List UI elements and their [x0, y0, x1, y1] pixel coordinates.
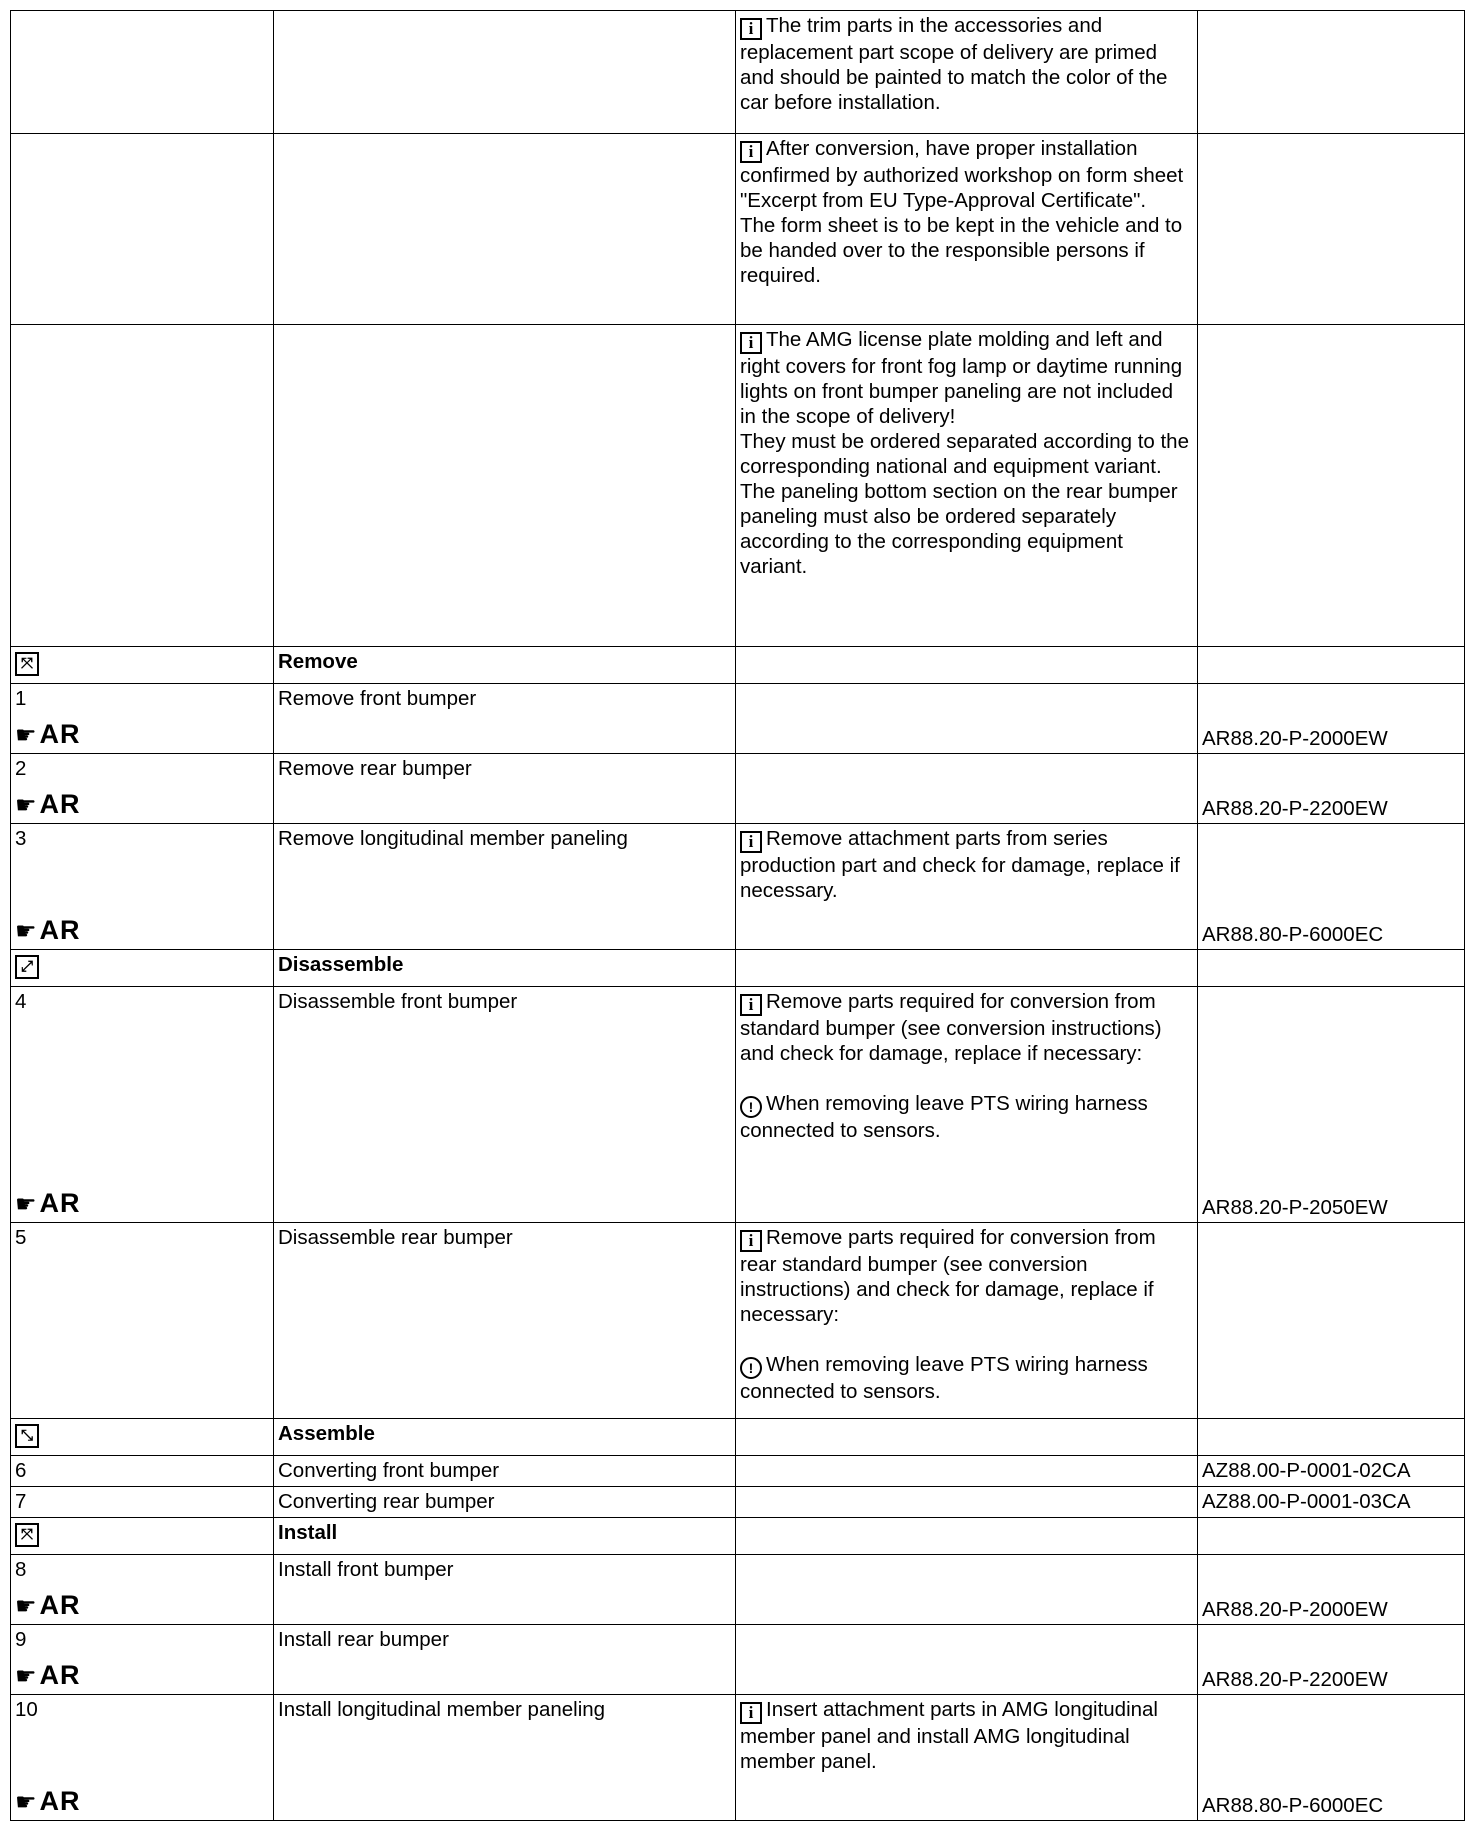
info-icon: i: [740, 18, 762, 40]
note-text: Remove parts required for conversion from standard bumper (see conversion instructions) and check for damage, replace if necessary:: [740, 990, 1162, 1065]
step-action: Remove front bumper: [274, 684, 736, 754]
step-action: Install longitudinal member paneling: [274, 1695, 736, 1821]
note-text: After conversion, have proper installation confirmed by authorized workshop on form sheet "Excerpt from EU Type-Approval Certificate".: [740, 137, 1184, 212]
step-action: Install front bumper: [274, 1555, 736, 1625]
ar-reference-icon[interactable]: ☛AR: [15, 1660, 81, 1690]
info-icon: i: [740, 1230, 762, 1252]
ar-reference-icon[interactable]: ☛AR: [15, 1590, 81, 1620]
remove-install-icon: ⤧: [15, 652, 39, 676]
step-row: [11, 1223, 1465, 1419]
note-cell: [736, 134, 1198, 325]
note-cell: [736, 11, 1198, 134]
step-number: 4: [15, 990, 27, 1013]
info-icon: i: [740, 831, 762, 853]
assemble-icon: ⤡: [15, 1424, 39, 1448]
document-reference-link[interactable]: AR88.20-P-2050EW: [1202, 1196, 1388, 1219]
warning-icon: !: [740, 1357, 762, 1379]
note-text: Insert attachment parts in AMG longitudinal member panel and install AMG longitudinal member panel.: [740, 1698, 1158, 1773]
note-row: [11, 325, 1465, 647]
section-title: Install: [274, 1518, 736, 1555]
step-number: 2: [15, 757, 27, 780]
note-text: The AMG license plate molding and left and right covers for front fog lamp or daytime running lights on front bumper paneling are not included in the scope of delivery!: [740, 328, 1183, 428]
info-icon: i: [740, 141, 762, 163]
document-reference-link[interactable]: AR88.20-P-2000EW: [1202, 1598, 1388, 1621]
step-number: 1: [15, 687, 27, 710]
step-number: 7: [11, 1487, 274, 1518]
step-action: Remove rear bumper: [274, 754, 736, 824]
document-reference-link[interactable]: AR88.20-P-2200EW: [1202, 1668, 1388, 1691]
section-title: Disassemble: [274, 950, 736, 987]
step-number: 8: [15, 1558, 27, 1581]
step-row: [11, 824, 1465, 950]
step-number: 5: [15, 1226, 27, 1249]
pointing-hand-icon: ☛: [15, 792, 38, 819]
step-number: 10: [15, 1698, 38, 1721]
document-reference-link[interactable]: AR88.20-P-2000EW: [1202, 727, 1388, 750]
ar-reference-icon[interactable]: ☛AR: [15, 915, 81, 945]
note-text: The trim parts in the accessories and replacement part scope of delivery are primed and should be painted to match the color of the car before installation.: [740, 14, 1168, 114]
warning-icon: !: [740, 1096, 762, 1118]
section-title: Assemble: [274, 1419, 736, 1456]
info-icon: i: [740, 994, 762, 1016]
step-number: 3: [15, 827, 27, 850]
step-row: [11, 754, 1465, 824]
info-icon: i: [740, 1702, 762, 1724]
pointing-hand-icon: ☛: [15, 1191, 38, 1218]
step-row: [11, 1555, 1465, 1625]
document-reference-link[interactable]: AR88.80-P-6000EC: [1202, 923, 1384, 946]
ar-reference-icon[interactable]: ☛AR: [15, 1786, 81, 1816]
note-text: Remove attachment parts from series production part and check for damage, replace if necessary.: [740, 827, 1180, 902]
ar-reference-icon[interactable]: ☛AR: [15, 719, 81, 749]
pointing-hand-icon: ☛: [15, 722, 38, 749]
disassemble-icon: ⤢: [15, 955, 39, 979]
step-row: [11, 684, 1465, 754]
warning-text: When removing leave PTS wiring harness connected to sensors.: [740, 1353, 1148, 1403]
note-cell: [736, 325, 1198, 647]
document-reference-link[interactable]: AR88.80-P-6000EC: [1202, 1794, 1384, 1817]
section-title: Remove: [274, 647, 736, 684]
warning-text: When removing leave PTS wiring harness connected to sensors.: [740, 1092, 1148, 1142]
pointing-hand-icon: ☛: [15, 1789, 38, 1816]
section-row-disassemble: [11, 950, 1465, 987]
document-reference-link[interactable]: AZ88.00-P-0001-03CA: [1198, 1487, 1465, 1518]
step-row: [11, 987, 1465, 1223]
step-action: Disassemble rear bumper: [274, 1223, 736, 1419]
document-reference-link[interactable]: AZ88.00-P-0001-02CA: [1198, 1456, 1465, 1487]
ar-reference-icon[interactable]: ☛AR: [15, 789, 81, 819]
step-row: [11, 1625, 1465, 1695]
procedure-table: [10, 10, 1465, 1821]
section-row-install: [11, 1518, 1465, 1555]
step-row: [11, 1695, 1465, 1821]
note-text: They must be ordered separated according to the corresponding national and equipment variant.: [740, 430, 1189, 478]
note-text: Remove parts required for conversion from rear standard bumper (see conversion instructions) and check for damage, replace if necessary:: [740, 1226, 1156, 1326]
step-row: [11, 1487, 1465, 1518]
note-text: The form sheet is to be kept in the vehicle and to be handed over to the responsible persons if required.: [740, 214, 1183, 287]
note-row: [11, 134, 1465, 325]
step-row: [11, 1456, 1465, 1487]
section-row-remove: [11, 647, 1465, 684]
step-action: Remove longitudinal member paneling: [274, 824, 736, 950]
note-text: The paneling bottom section on the rear bumper paneling must also be ordered separately according to the corresponding equipment variant.: [740, 480, 1178, 578]
pointing-hand-icon: ☛: [15, 1663, 38, 1690]
pointing-hand-icon: ☛: [15, 918, 38, 945]
note-row: [11, 11, 1465, 134]
step-number: 6: [11, 1456, 274, 1487]
info-icon: i: [740, 332, 762, 354]
pointing-hand-icon: ☛: [15, 1593, 38, 1620]
document-reference-link[interactable]: AR88.20-P-2200EW: [1202, 797, 1388, 820]
ar-reference-icon[interactable]: ☛AR: [15, 1188, 81, 1218]
step-action: Converting rear bumper: [274, 1487, 736, 1518]
step-number: 9: [15, 1628, 27, 1651]
remove-install-icon: ⤧: [15, 1523, 39, 1547]
step-action: Install rear bumper: [274, 1625, 736, 1695]
step-action: Converting front bumper: [274, 1456, 736, 1487]
step-action: Disassemble front bumper: [274, 987, 736, 1223]
section-row-assemble: [11, 1419, 1465, 1456]
